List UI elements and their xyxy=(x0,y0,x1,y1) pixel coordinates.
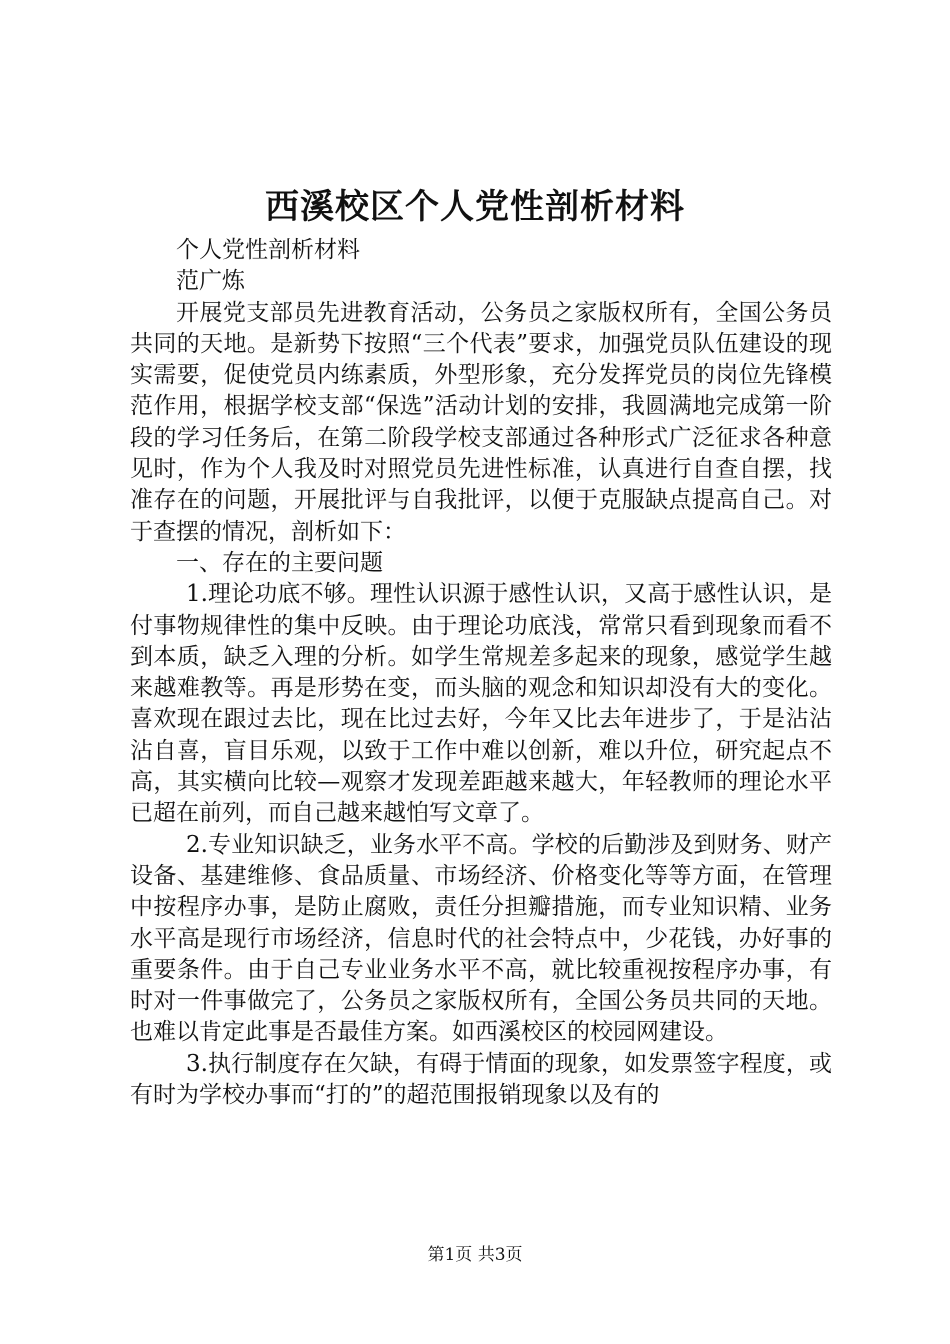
author-name: 范广炼 xyxy=(176,268,245,295)
issue-paragraph-1: 1.理论功底不够。理性认识源于感性认识，又高于感性认识，是付事物规律性的集中反映。由于理论功底浅，常常只看到现象而看不到本质，缺乏入理的分析。如学生常规差多起来的现象，感觉学生越来越难教等。再是形势在变，而头脑的观念和知识却没有大的变化。喜欢现在跟过去比，现在比过去好，今年又比去年进步了，于是沾沾沾自喜，盲目乐观，以致于工作中难以创新，难以升位，研究起点不高，其实横向比较—观察才发现差距越来越大，年轻教师的理论水平已超在前列，而自己越来越怕写文章了。 xyxy=(130,581,832,827)
intro-paragraph: 开展党支部员先进教育活动，公务员之家版权所有，全国公务员共同的天地。是新势下按照“三个代表”要求，加强党员队伍建设的现实需要，促使党员内练素质，外型形象，充分发挥党员的岗位先锋模范作用，根据学校支部“保选”活动计划的安排，我圆满地完成第一阶段的学习任务后，在第二阶段学校支部通过各种形式广泛征求各种意见时，作为个人我及时对照党员先进性标准，认真进行自查自摆，找准存在的问题，开展批评与自我批评，以便于克服缺点提高自己。对于查摆的情况，剖析如下： xyxy=(130,299,832,545)
document-title: 西溪校区个人党性剖析材料 xyxy=(265,187,685,227)
document-body xyxy=(130,235,832,1111)
subtitle: 个人党性剖析材料 xyxy=(176,237,360,263)
issue-paragraph-2: 2.专业知识缺乏，业务水平不高。学校的后勤涉及到财务、财产设备、基建维修、食品质量、市场经济、价格变化等等方面，在管理中按程序办事，是防止腐败，责任分担瓣措施，而专业知识精、业务水平高是现行市场经济，信息时代的社会特点中，少花钱，办好事的重要条件。由于自己专业业务水平不高，就比较重视按程序办事，有时对一件事做完了，公务员之家版权所有，全国公务员共同的天地。也难以肯定此事是否最佳方案。如西溪校区的校园网建设。 xyxy=(130,831,832,1046)
page-footer: 第1页 共3页 xyxy=(427,1245,523,1265)
issue-paragraph-3: 3.执行制度存在欠缺，有碍于情面的现象，如发票签字程度，或有时为学校办事而“打的”的超范围报销现象以及有的 xyxy=(130,1050,832,1109)
section-heading: 一、存在的主要问题 xyxy=(176,549,383,576)
